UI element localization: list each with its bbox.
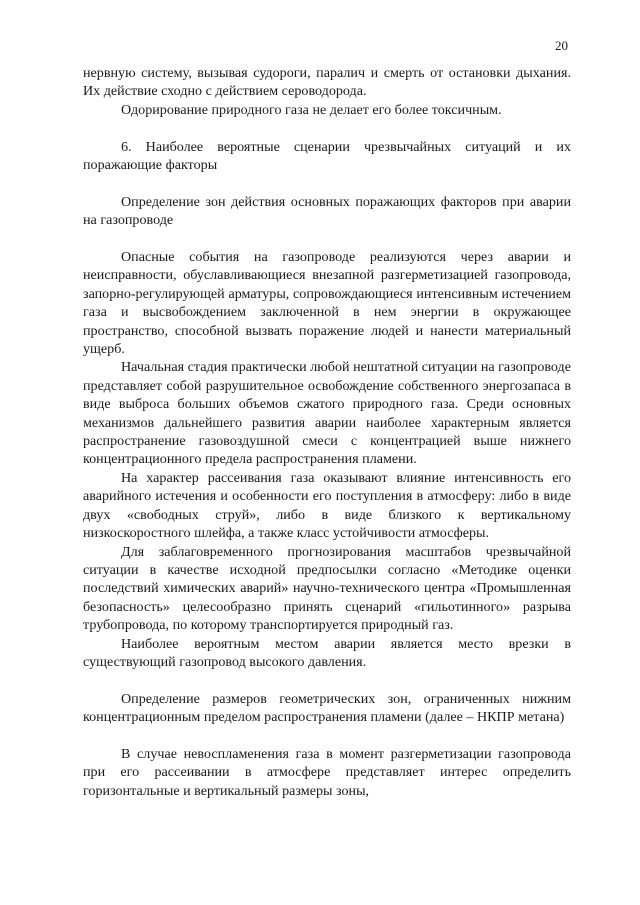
subsection-heading-zones: Определение размеров геометрических зон, ограниченных нижним концентрационным пределом распространения пламени (далее – НКПР метана): [83, 690, 571, 726]
spacer: [83, 174, 571, 192]
paragraph-odorization: Одорирование природного газа не делает его более токсичным.: [121, 101, 502, 118]
spacer: [83, 230, 571, 248]
paragraph-continuation: нервную систему, вызывая судороги, паралич и смерть от остановки дыхания. Их действие сходно с действием сероводорода.: [83, 65, 571, 100]
document-body: [83, 64, 571, 800]
paragraph-initial-stage: Начальная стадия практически любой нештатной ситуации на газопроводе представляет собой разрушительное освобождение собственного энергозапаса в виде выброса больших объемов сжатого природного газа. Среди основных механизмов дальнейшего развития аварии наиболее характерным является распространение газовоздушной смеси с концентрацией выше нижнего концентрационного предела распространения пламени.: [83, 359, 571, 468]
section-heading: 6. Наиболее вероятные сценарии чрезвычайных ситуаций и их поражающие факторы: [83, 138, 571, 174]
spacer: [83, 727, 571, 745]
paragraph-non-ignition: В случае невоспламенения газа в момент разгерметизации газопровода при его рассеивании в атмосфере представляет интерес определить горизонтальные и вертикальный размеры зоны,: [83, 745, 571, 799]
paragraph-forecasting: Для заблаговременного прогнозирования масштабов чрезвычайной ситуации в качестве исходной предпосылки согласно «Методике оценки последствий химических аварий» научно-технического центра «Промышленная безопасность» целесообразно принять сценарий «гильотинного» разрыва трубопровода, по которому транспортируется природный газ.: [83, 543, 571, 634]
spacer: [83, 119, 571, 137]
page-number: 20: [555, 38, 568, 53]
paragraph-likely-location: Наиболее вероятным местом аварии является место врезки в существующий газопровод высокого давления.: [83, 635, 571, 670]
subsection-heading: Определение зон действия основных поражающих факторов при аварии на газопроводе: [83, 193, 571, 229]
paragraph-dispersion: На характер рассеивания газа оказывают влияние интенсивность его аварийного истечения и особенности его поступления в атмосферу: либо в виде двух «свободных струй», либо в виде близкого к вертикальному низкоскоростного шлейфа, а также класс устойчивости атмосферы.: [83, 469, 571, 542]
spacer: [83, 671, 571, 689]
paragraph-hazard-events: Опасные события на газопроводе реализуются через аварии и неисправности, обуславливающиеся внезапной разгерметизацией газопровода, запорно-регулирующей арматуры, сопровождающиеся интенсивным истечением газа и высвобождением заключенной в нем энергии в окружающее пространство, способной вызвать поражение людей и нанести материальный ущерб.: [83, 249, 571, 358]
